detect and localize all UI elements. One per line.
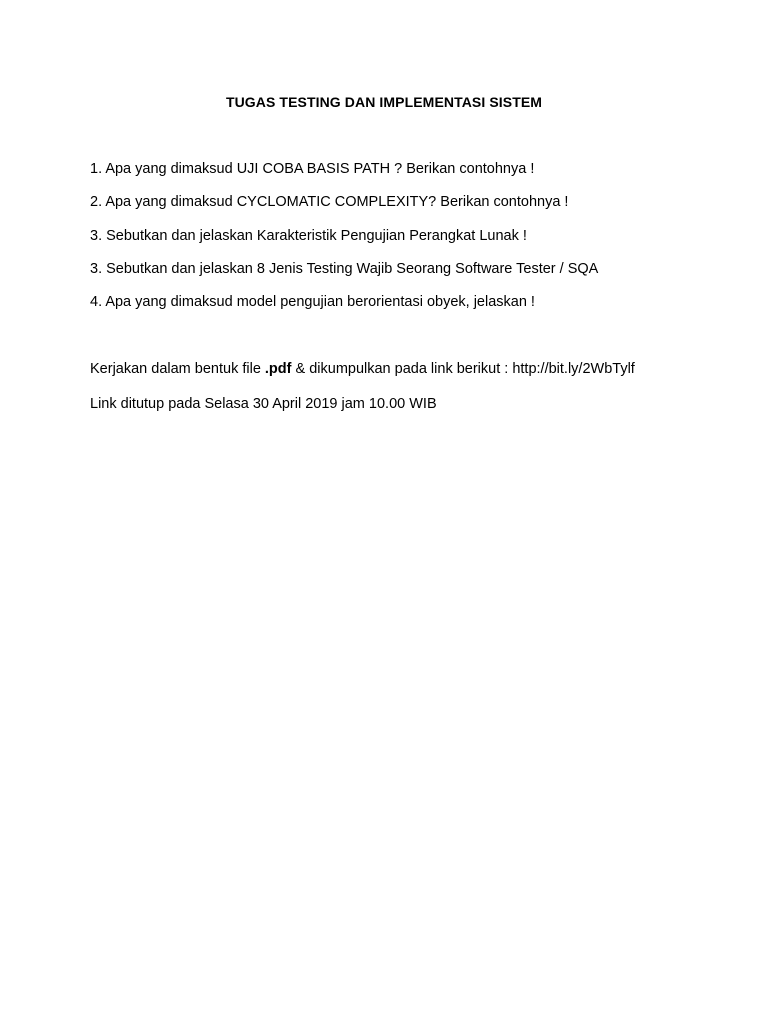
- submission-link[interactable]: http://bit.ly/2WbTylf: [512, 361, 635, 377]
- question-5: 4. Apa yang dimaksud model pengujian berorientasi obyek, jelaskan !: [90, 294, 535, 310]
- deadline-note: Link ditutup pada Selasa 30 April 2019 jam 10.00 WIB: [90, 396, 437, 412]
- question-3: 3. Sebutkan dan jelaskan Karakteristik Pengujian Perangkat Lunak !: [90, 228, 527, 244]
- question-2: 2. Apa yang dimaksud CYCLOMATIC COMPLEXITY? Berikan contohnya !: [90, 194, 569, 210]
- question-1: 1. Apa yang dimaksud UJI COBA BASIS PATH ? Berikan contohnya !: [90, 161, 535, 177]
- file-type: .pdf: [264, 361, 292, 377]
- question-4: 3. Sebutkan dan jelaskan 8 Jenis Testing Wajib Seorang Software Tester / SQA: [90, 261, 599, 277]
- submission-prefix: Kerjakan dalam bentuk file: [90, 361, 265, 377]
- document-title: TUGAS TESTING DAN IMPLEMENTASI SISTEM: [225, 94, 543, 110]
- submission-suffix: & dikumpulkan pada link berikut :: [291, 361, 513, 377]
- submission-instruction: [90, 360, 635, 378]
